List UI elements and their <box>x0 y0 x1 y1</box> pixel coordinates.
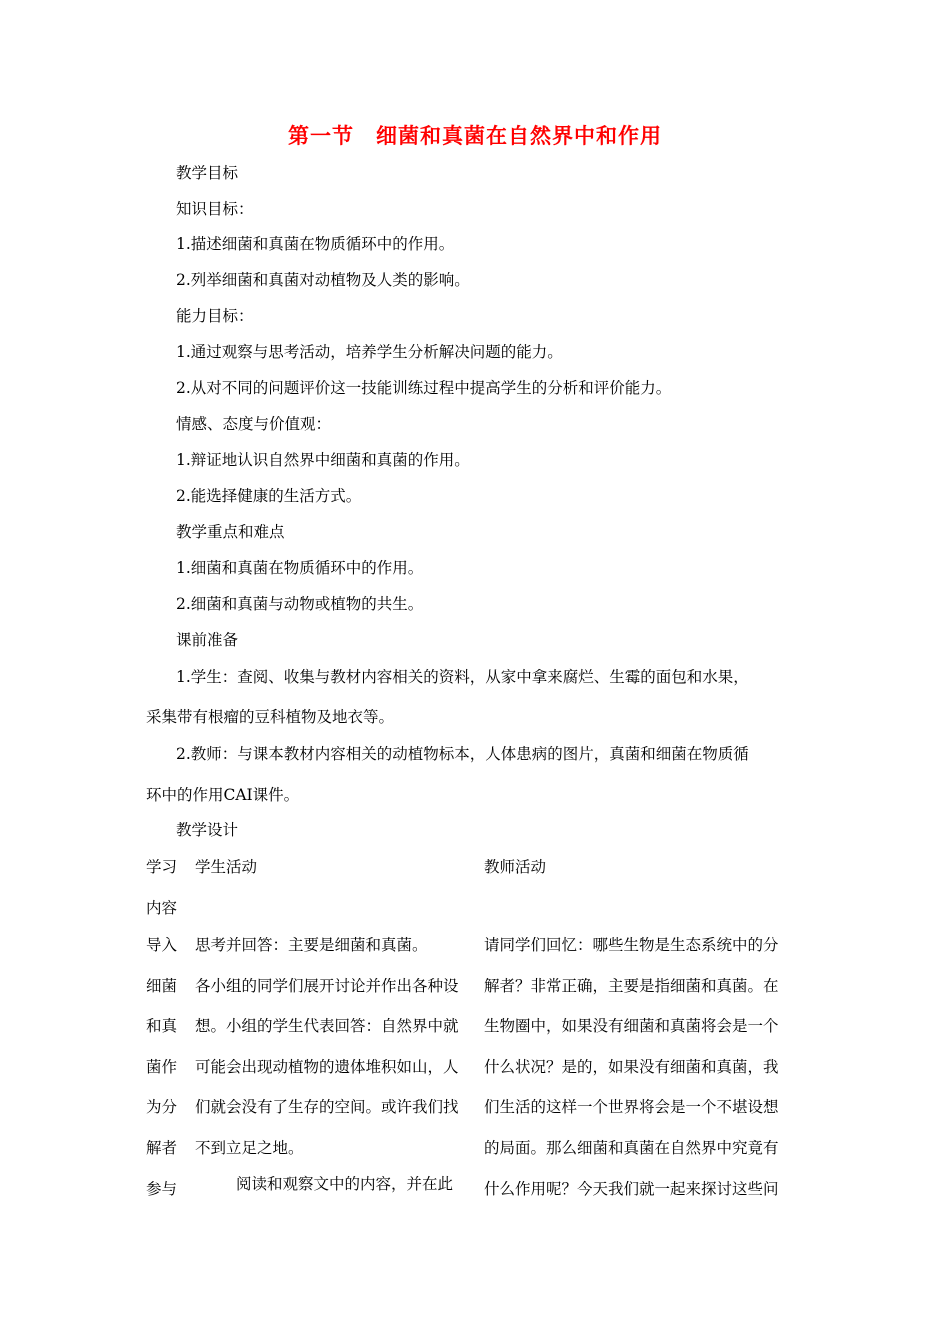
table-cell-teacher: 生物圈中，如果没有细菌和真菌将会是一个 <box>484 1017 779 1035</box>
preparation-teacher-line: 环中的作用CAI课件。 <box>146 786 300 804</box>
table-cell-student: 各小组的同学们展开讨论并作出各种设 <box>195 977 459 995</box>
table-cell-student: 可能会出现动植物的遗体堆积如山，人 <box>195 1058 459 1076</box>
table-header-content: 学习 <box>146 858 178 876</box>
ability-objectives-heading: 能力目标： <box>176 307 254 325</box>
emotion-objective-item: 2.能选择健康的生活方式。 <box>176 487 362 505</box>
knowledge-objective-item: 2.列举细菌和真菌对动植物及人类的影响。 <box>176 271 470 289</box>
key-point-item: 2.细菌和真菌与动物或植物的共生。 <box>176 595 424 613</box>
table-cell-teacher: 的局面。那么细菌和真菌在自然界中究竟有 <box>484 1139 779 1157</box>
emotion-objectives-heading: 情感、态度与价值观： <box>176 415 332 433</box>
knowledge-objective-item: 1.描述细菌和真菌在物质循环中的作用。 <box>176 235 455 253</box>
table-cell-student: 想。小组的学生代表回答：自然界中就 <box>195 1017 459 1035</box>
page-title: 第一节 细菌和真菌在自然界中和作用 <box>288 123 662 148</box>
preparation-student-line: 1.学生：查阅、收集与教材内容相关的资料，从家中拿来腐烂、生霉的面包和水果， <box>176 668 749 686</box>
table-header-teacher: 教师活动 <box>484 858 547 876</box>
table-cell-student: 不到立足之地。 <box>195 1139 304 1157</box>
table-cell-content: 解者 <box>146 1139 178 1157</box>
table-cell-teacher: 解者？非常正确，主要是指细菌和真菌。在 <box>484 977 779 995</box>
knowledge-objectives-heading: 知识目标： <box>176 200 254 218</box>
ability-objective-item: 2.从对不同的问题评价这一技能训练过程中提高学生的分析和评价能力。 <box>176 379 672 397</box>
table-cell-content: 细菌 <box>146 977 178 995</box>
preparation-teacher-line: 2.教师：与课本教材内容相关的动植物标本，人体患病的图片，真菌和细菌在物质循 <box>176 745 749 763</box>
table-cell-student: 们就会没有了生存的空间。或许我们找 <box>195 1098 459 1116</box>
table-cell-teacher: 请同学们回忆：哪些生物是生态系统中的分 <box>484 936 779 954</box>
table-cell-content: 菌作 <box>146 1058 178 1076</box>
preparation-heading: 课前准备 <box>176 631 239 649</box>
table-cell-content: 参与 <box>146 1180 178 1198</box>
table-cell-teacher: 们生活的这样一个世界将会是一个不堪设想 <box>484 1098 779 1116</box>
ability-objective-item: 1.通过观察与思考活动，培养学生分析解决问题的能力。 <box>176 343 563 361</box>
table-cell-teacher: 什么状况？是的，如果没有细菌和真菌，我 <box>484 1058 779 1076</box>
table-cell-content: 导入 <box>146 936 178 954</box>
table-cell-teacher: 什么作用呢？今天我们就一起来探讨这些问 <box>484 1180 779 1198</box>
table-header-content: 内容 <box>146 899 178 917</box>
objectives-heading: 教学目标 <box>176 164 239 182</box>
table-cell-content: 为分 <box>146 1098 178 1116</box>
key-points-heading: 教学重点和难点 <box>176 523 285 541</box>
table-cell-content: 和真 <box>146 1017 178 1035</box>
table-cell-student: 阅读和观察文中的内容，并在此 <box>236 1175 454 1193</box>
table-cell-student: 思考并回答：主要是细菌和真菌。 <box>195 936 428 954</box>
table-header-student: 学生活动 <box>195 858 258 876</box>
key-point-item: 1.细菌和真菌在物质循环中的作用。 <box>176 559 424 577</box>
emotion-objective-item: 1.辩证地认识自然界中细菌和真菌的作用。 <box>176 451 470 469</box>
design-heading: 教学设计 <box>176 821 239 839</box>
preparation-student-line: 采集带有根瘤的豆科植物及地衣等。 <box>146 708 395 726</box>
